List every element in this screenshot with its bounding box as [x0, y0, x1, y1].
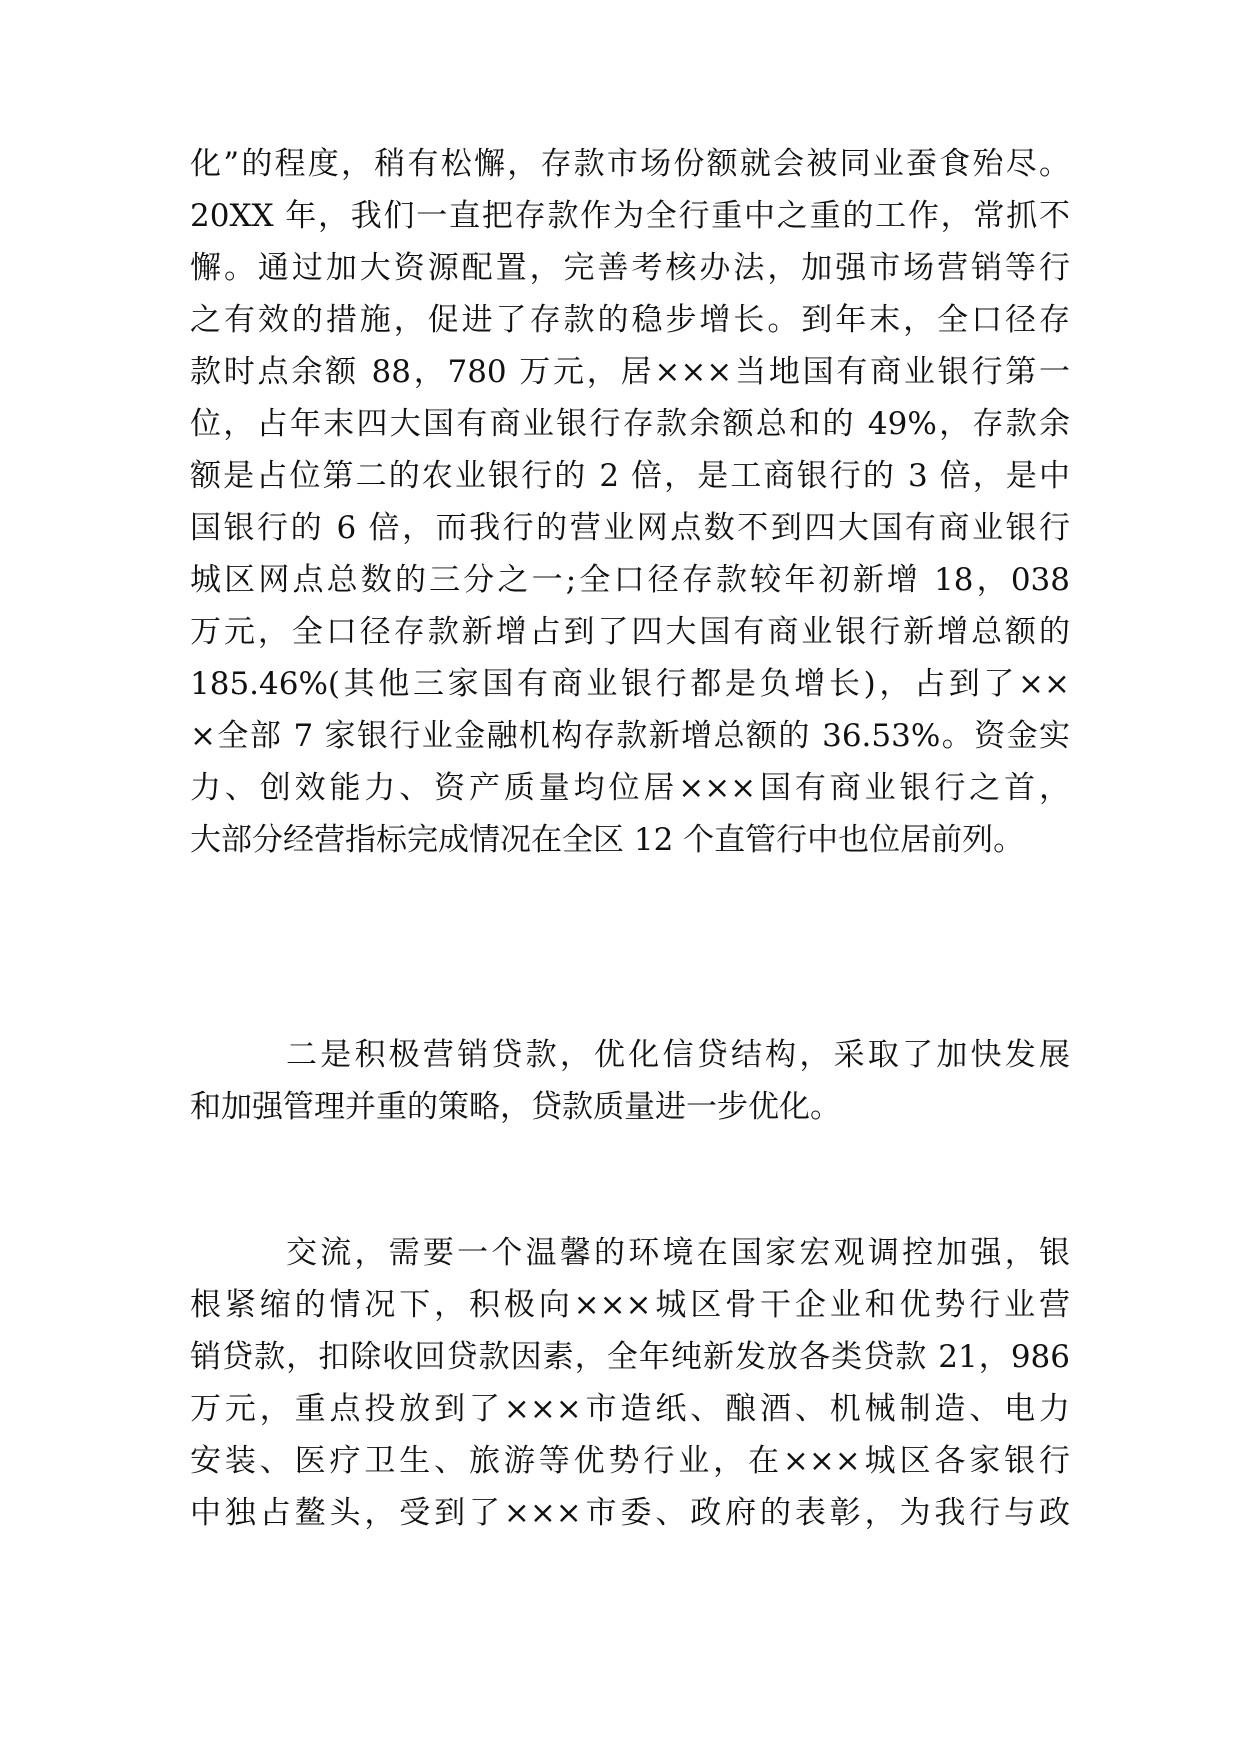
paragraph-loans-heading	[190, 1029, 1070, 1133]
text-line: 万元，重点投放到了×××市造纸、酿酒、机械制造、电力	[190, 1391, 1070, 1427]
text-line: 二是积极营销贷款，优化信贷结构，采取了加快发展	[286, 1037, 1070, 1073]
text-line: 20XX 年，我们一直把存款作为全行重中之重的工作，常抓不	[190, 198, 1070, 234]
paragraph-deposits	[190, 138, 1070, 866]
text-line: 位，占年末四大国有商业银行存款余额总和的 49%，存款余	[190, 406, 1070, 442]
text-line: 化”的程度，稍有松懈，存款市场份额就会被同业蚕食殆尽。	[190, 146, 1070, 182]
text-line: 之有效的措施，促进了存款的稳步增长。到年末，全口径存	[190, 302, 1070, 338]
text-line: 力、创效能力、资产质量均位居×××国有商业银行之首，	[190, 770, 1070, 806]
text-line: 根紧缩的情况下，积极向×××城区骨干企业和优势行业营	[190, 1287, 1070, 1323]
text-line: 和加强管理并重的策略，贷款质量进一步优化。	[190, 1089, 841, 1125]
text-line: 国银行的 6 倍，而我行的营业网点数不到四大国有商业银行	[190, 510, 1070, 546]
text-line: ×全部 7 家银行业金融机构存款新增总额的 36.53%。资金实	[190, 718, 1070, 754]
text-line: 安装、医疗卫生、旅游等优势行业，在×××城区各家银行	[190, 1443, 1070, 1479]
text-line: 城区网点总数的三分之一;全口径存款较年初新增 18，038	[190, 562, 1070, 598]
text-line: 销贷款，扣除收回贷款因素，全年纯新发放各类贷款 21，986	[190, 1339, 1070, 1375]
text-line: 大部分经营指标完成情况在全区 12 个直管行中也位居前列。	[190, 822, 1025, 858]
text-line: 交流，需要一个温馨的环境在国家宏观调控加强，银	[286, 1235, 1070, 1271]
text-line: 中独占鳌头，受到了×××市委、政府的表彰，为我行与政	[190, 1495, 1070, 1531]
text-line: 额是占位第二的农业银行的 2 倍，是工商银行的 3 倍，是中	[190, 458, 1070, 494]
text-line: 万元，全口径存款新增占到了四大国有商业银行新增总额的	[190, 614, 1070, 650]
paragraph-loans-detail	[190, 1227, 1070, 1539]
text-line: 款时点余额 88，780 万元，居×××当地国有商业银行第一	[190, 354, 1070, 390]
text-line: 185.46%(其他三家国有商业银行都是负增长)，占到了××	[190, 666, 1070, 702]
text-line: 懈。通过加大资源配置，完善考核办法，加强市场营销等行	[190, 250, 1070, 286]
